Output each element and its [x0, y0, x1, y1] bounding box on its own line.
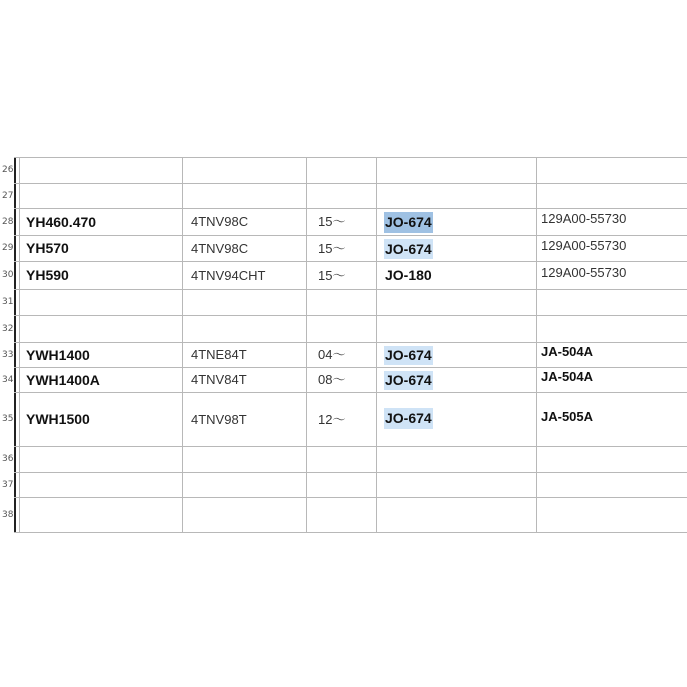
- engine-cell: 4TNV98C: [191, 241, 249, 256]
- column-divider: [19, 157, 20, 532]
- model-cell: YWH1500: [26, 411, 90, 427]
- engine-cell: 4TNV98T: [191, 412, 247, 427]
- model-cell: YH570: [26, 240, 69, 256]
- row-number: 32: [2, 323, 14, 334]
- row-divider: [14, 183, 687, 184]
- row-divider: [14, 289, 687, 290]
- year-cell: 15～: [318, 241, 346, 256]
- row-number: 38: [2, 509, 14, 520]
- part-number-cell: 129A00-55730: [541, 238, 627, 253]
- year-cell: 12～: [318, 412, 346, 427]
- row-number: 33: [2, 349, 14, 360]
- part-number-cell: JA-505A: [541, 409, 594, 424]
- column-divider: [14, 157, 16, 532]
- row-number: 37: [2, 479, 14, 490]
- reference-cell: JO-674: [385, 241, 432, 257]
- row-divider: [14, 446, 687, 447]
- row-divider: [14, 315, 687, 316]
- row-number: 35: [2, 414, 14, 424]
- engine-cell: 4TNV98C: [191, 214, 249, 229]
- row-divider: [14, 497, 687, 498]
- model-cell: YWH1400A: [26, 372, 100, 388]
- year-cell: 04～: [318, 347, 346, 362]
- column-divider: [376, 157, 377, 532]
- reference-cell: JO-674: [384, 408, 433, 429]
- reference-cell: JO-180: [385, 267, 432, 283]
- engine-cell: 4TNV84T: [191, 372, 247, 387]
- row-number: 29: [2, 243, 14, 253]
- column-divider: [536, 157, 537, 532]
- row-divider: [14, 532, 687, 533]
- engine-cell: 4TNV94CHT: [191, 268, 266, 283]
- row-number: 27: [2, 190, 14, 201]
- year-cell: 15～: [318, 214, 346, 229]
- model-cell: YH590: [26, 267, 69, 283]
- reference-cell: JO-674: [384, 212, 433, 233]
- column-divider: [306, 157, 307, 532]
- row-number: 30: [2, 270, 14, 280]
- year-cell: 08～: [318, 372, 346, 387]
- column-divider: [182, 157, 183, 532]
- reference-cell: JO-674: [385, 372, 432, 388]
- row-number: 34: [2, 374, 14, 385]
- row-number: 26: [2, 165, 14, 175]
- model-cell: YWH1400: [26, 347, 90, 363]
- engine-cell: 4TNE84T: [191, 347, 247, 362]
- row-number: 31: [2, 297, 14, 307]
- model-cell: YH460.470: [26, 214, 97, 230]
- row-divider: [14, 157, 687, 158]
- row-number: 36: [2, 454, 14, 464]
- row-divider: [14, 472, 687, 473]
- part-number-cell: 129A00-55730: [541, 211, 627, 226]
- row-number: 28: [2, 216, 14, 227]
- year-cell: 15～: [318, 268, 346, 283]
- reference-cell: JO-674: [385, 347, 432, 363]
- part-number-cell: JA-504A: [541, 369, 594, 384]
- part-number-cell: JA-504A: [541, 344, 594, 359]
- part-number-cell: 129A00-55730: [541, 265, 627, 280]
